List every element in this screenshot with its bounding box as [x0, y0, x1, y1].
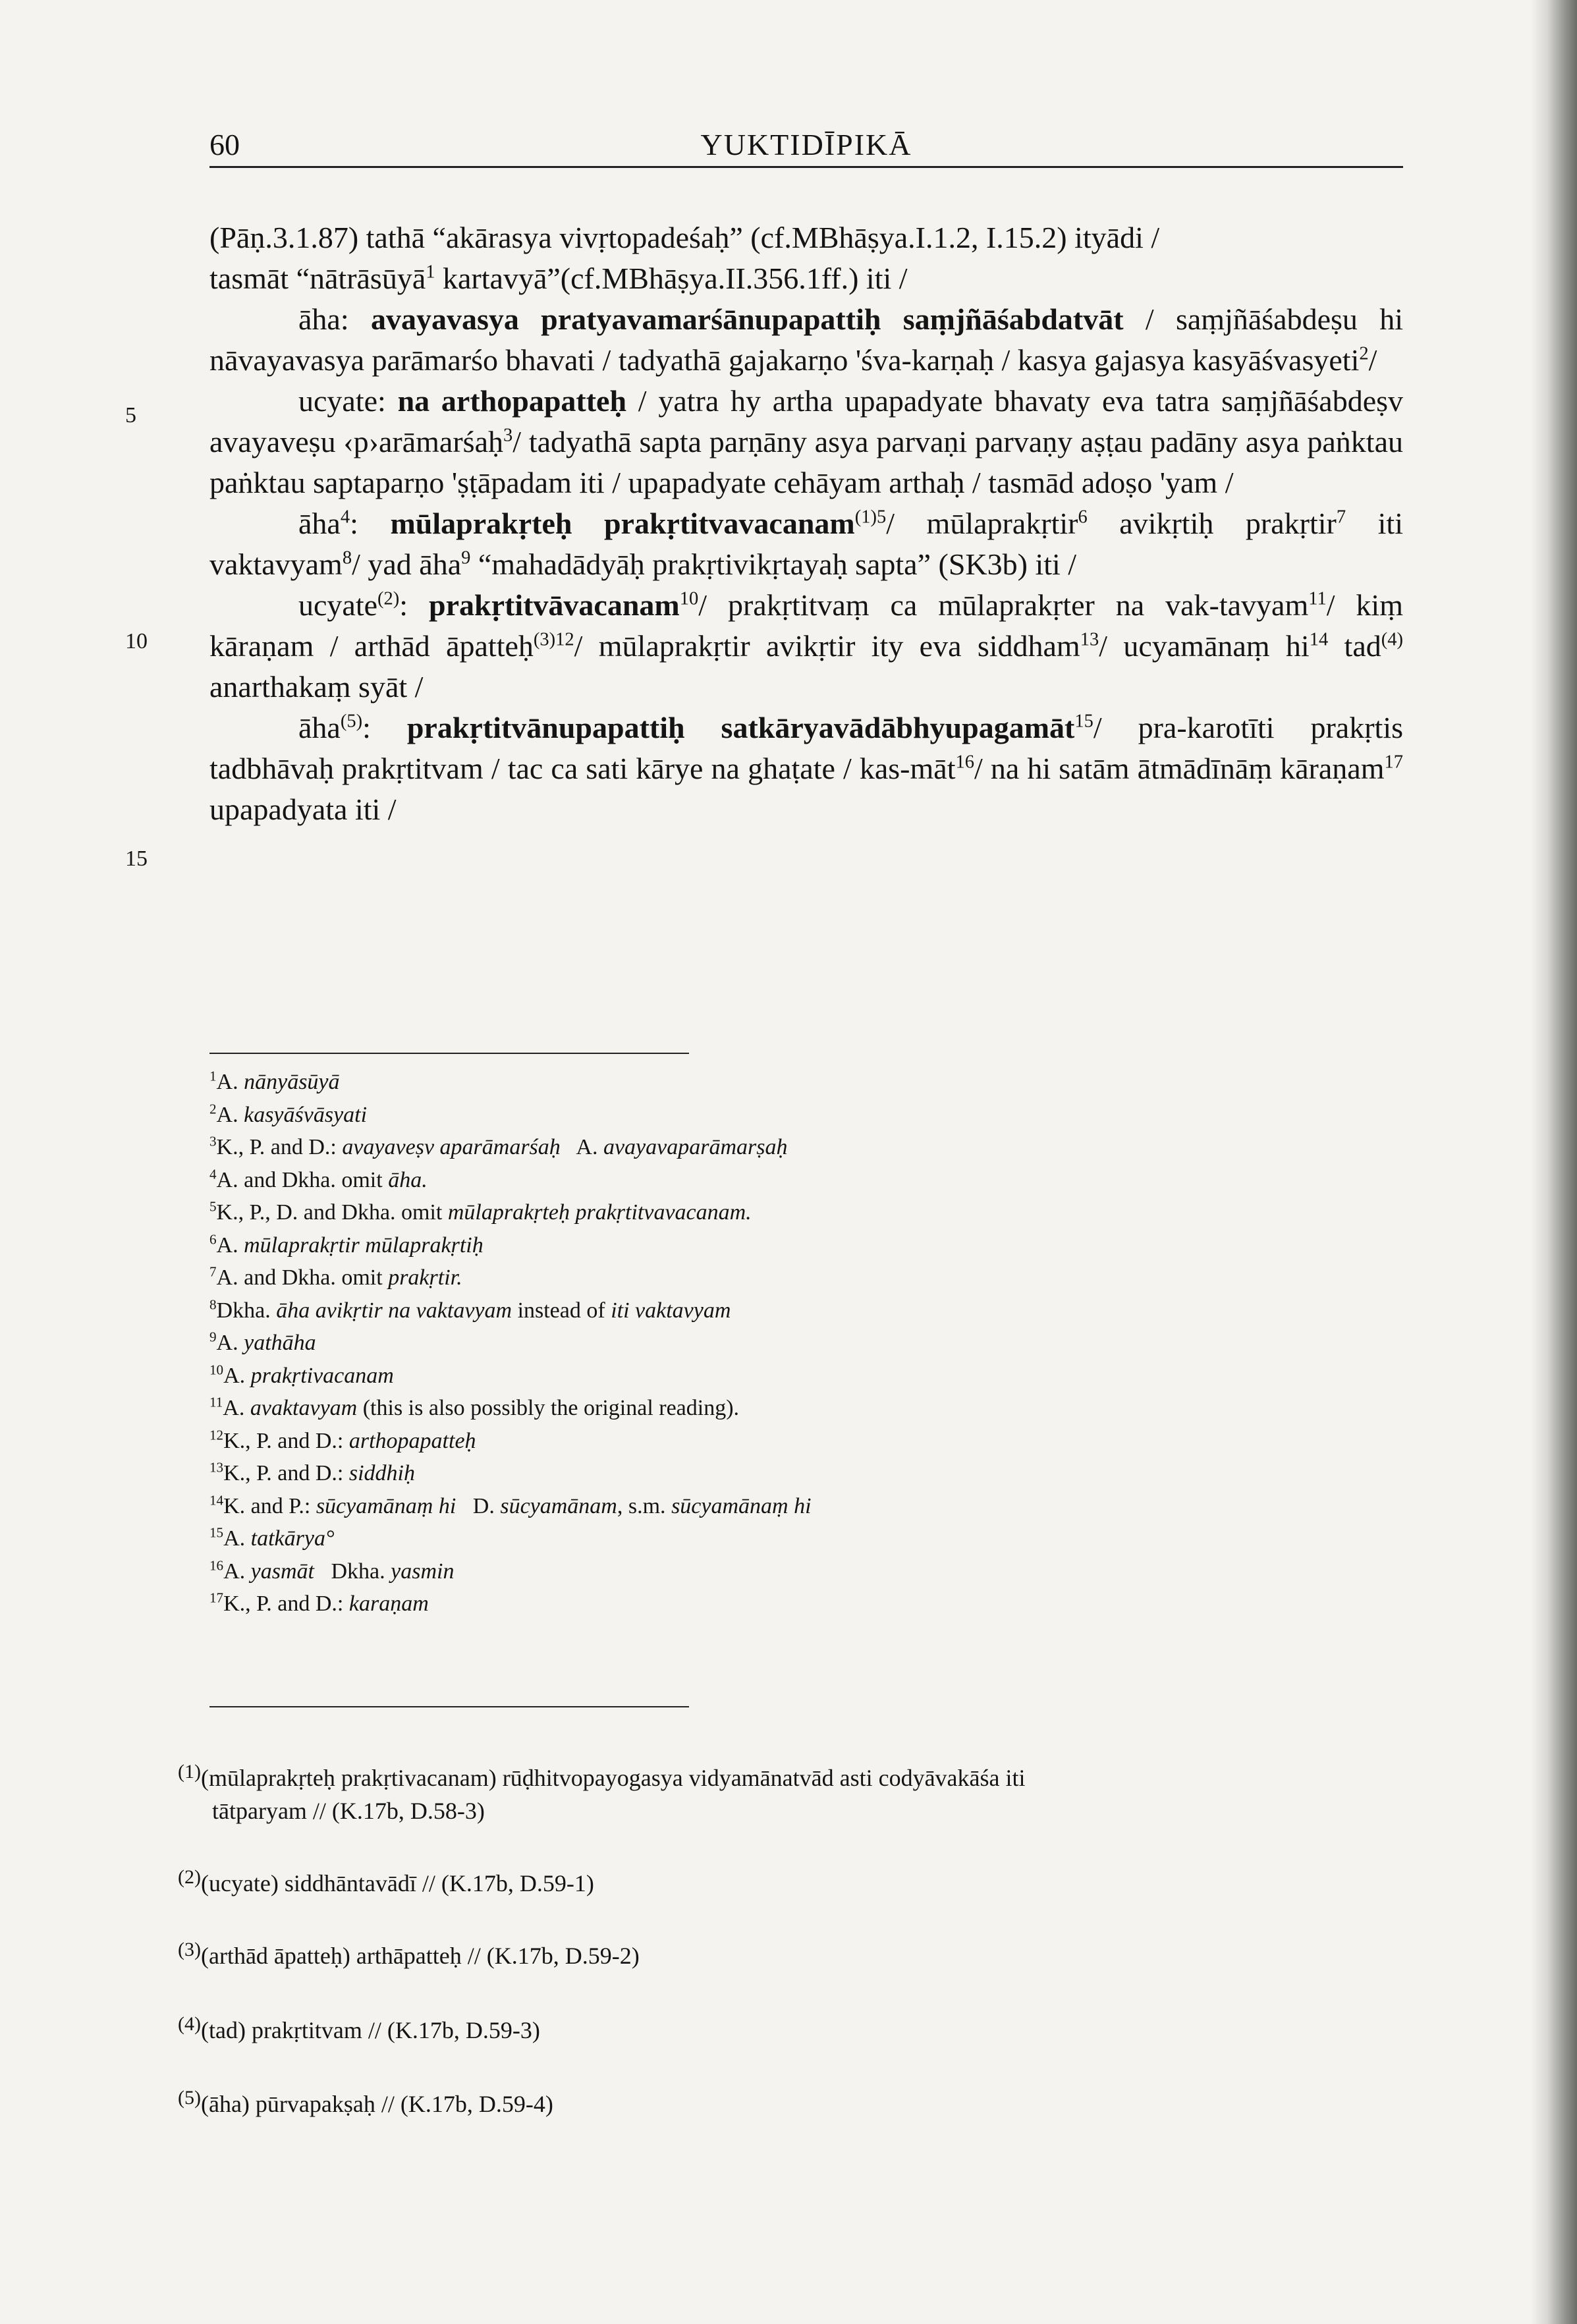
variant-reading: avaktavyam: [250, 1396, 358, 1420]
lemma: prakṛtitvāvacanam: [429, 588, 680, 622]
footnote-number: 12: [209, 1427, 224, 1443]
variant-reading: kasyāśvāsyati: [244, 1102, 368, 1127]
line-number: 15: [125, 846, 148, 871]
commentary-number: (4): [178, 2013, 201, 2035]
footnote-ref: 3: [503, 425, 513, 446]
running-title: YUKTIDĪPIKĀ: [700, 128, 912, 161]
footnote-ref: 15: [1074, 711, 1093, 732]
footnote-text: A.: [216, 1232, 244, 1258]
variant-reading: āha avikṛtir na vaktavyam: [276, 1298, 512, 1323]
footnote: [209, 1164, 1403, 1197]
footnote-ref: (4): [1381, 629, 1404, 650]
line-number: 10: [125, 629, 148, 653]
footnote: [209, 1360, 1403, 1393]
footnote-ref: 7: [1336, 507, 1346, 528]
footnote-ref: (1)5: [854, 507, 887, 528]
variant-reading: siddhiḥ: [348, 1461, 415, 1485]
commentary-note: [178, 1756, 1403, 1827]
footnote-number: 13: [209, 1459, 224, 1476]
commentary-text: (ucyate) siddhāntavādī // (K.17b, D.59-1): [200, 1870, 594, 1896]
footnote-text: K., P. and D.:: [216, 1135, 343, 1159]
commentary-number: (5): [178, 2087, 201, 2109]
paragraph: āha$^{(5)}$: prakṛtitvānupapattiḥ satkāryavādābhyupagamāt$^{15}$/ pra-karotīti prakṛtis tadbhāvaḥ prakṛtitvam / tac ca sati kārye na ghaṭate / kas-māt$^{16}$/ na hi satām ātmādīnāṃ kāraṇam$^{17}$ upapadyata iti /: [209, 711, 1403, 826]
variant-reading: karaṇam: [348, 1591, 429, 1616]
footnote-number: 1: [209, 1068, 217, 1084]
footnote-number: 17: [209, 1590, 224, 1606]
paragraph: āha$^4$: mūlaprakṛteḥ prakṛtitvavacanam$^{(1)5}$/ mūlaprakṛtir$^6$ avikṛtiḥ prakṛtir$^7$ iti vaktavyam$^8$/ yad āha$^9$ “mahadādyāḥ prakṛtivikṛtayaḥ sapta” (SK3b) iti /: [209, 507, 1403, 581]
commentary-text: (mūlaprakṛteḥ prakṛtivacanam) rūḍhitvopayogasya vidyamānatvād asti codyāvakāśa iti: [200, 1765, 1026, 1791]
variant-reading: sūcyamānaṃ hi: [316, 1493, 456, 1518]
footnote-ref: (2): [377, 588, 400, 609]
variant-reading: arthopapatteḥ: [348, 1428, 476, 1453]
variant-reading: avayaveṣv aparāmarśaḥ: [342, 1135, 561, 1159]
footnote-number: 6: [209, 1231, 217, 1248]
footnote-ref: 6: [1078, 507, 1088, 528]
footnote-text: instead of: [512, 1298, 611, 1323]
footnote: [209, 1490, 1403, 1523]
footnote: [209, 1066, 1403, 1099]
footnote: [209, 1327, 1403, 1360]
footnote: [209, 1229, 1403, 1262]
footnote-ref: 11: [1308, 588, 1327, 609]
variant-reading: yasmin: [391, 1559, 455, 1584]
footnote-text: K., P., D. and Dkha. omit: [216, 1200, 448, 1225]
footnote-number: 4: [209, 1166, 217, 1182]
footnote-text: K., P. and D.:: [223, 1591, 349, 1616]
footnote-text: A.: [223, 1526, 251, 1551]
footnote-text: A. and Dkha. omit: [216, 1265, 389, 1290]
commentary-number: (2): [178, 1866, 201, 1888]
footnote-ref: 13: [1080, 629, 1099, 650]
commentary-divider: [209, 1706, 689, 1707]
footnote-number: 8: [209, 1296, 217, 1313]
paragraph: āha: avayavasya pratyavamarśānupapattiḥ saṃjñāśabdatvāt / saṃjñāśabdeṣu hi nāvayavasya parāmarśo bhavati / tadyathā gajakarṇo 'śva-karṇaḥ / kasya gajasya kasyāśvasyeti$^2$/: [209, 302, 1404, 377]
lemma: mūlaprakṛteḥ prakṛtitvavacanam: [390, 507, 855, 540]
running-header: [209, 125, 1403, 168]
paragraph: (Pāṇ.3.1.87) tathā “akārasya vivṛtopadeśaḥ” (cf.MBhāṣya.I.1.2, I.15.2) ityādi / tasmāt “nātrāsūyā$^1$ kartavyā”(cf.MBhāṣya.II.356.1ff.) iti /: [209, 221, 1160, 295]
footnote: [209, 1588, 1403, 1620]
lemma: na arthopapatteḥ: [397, 384, 627, 418]
footnote-number: 5: [209, 1198, 217, 1215]
footnote-text: K., P. and D.:: [223, 1461, 349, 1485]
footnote-number: 16: [209, 1557, 224, 1574]
variant-reading: sūcyamānam: [500, 1493, 617, 1518]
variant-reading: yasmāt: [250, 1559, 314, 1584]
footnote-divider: [209, 1053, 689, 1054]
paragraph: ucyate$^{(2)}$: prakṛtitvāvacanam$^{10}$/ prakṛtitvaṃ ca mūlaprakṛter na vak-tavyam$^{11}$/ kiṃ kāraṇam / arthād āpatteḥ$^{(3)12}$/ mūlaprakṛtir avikṛtir ity eva siddham$^{13}$/ ucyamānaṃ $hi^{14}$ tad$^{(4)}$ anarthakaṃ syāt /: [209, 588, 1404, 704]
variant-reading: āha.: [388, 1167, 428, 1192]
variant-reading: mūlaprakṛtir mūlaprakṛtiḥ: [244, 1232, 484, 1258]
commentary-text: (āha) pūrvapakṣaḥ // (K.17b, D.59-4): [200, 2091, 553, 2117]
book-spine-shadow: [1531, 0, 1577, 2324]
footnote-text: , s.m.: [617, 1493, 672, 1518]
footnote-ref: 4: [340, 507, 350, 528]
commentary-text: (tad) prakṛtitvam // (K.17b, D.59-3): [200, 2017, 540, 2043]
commentary-number: (1): [178, 1761, 201, 1783]
footnote-text: A.: [216, 1331, 244, 1355]
lemma: prakṛtitvānupapattiḥ satkāryavādābhyupagamāt: [406, 711, 1075, 744]
lemma: avayavasya pratyavamarśānupapattiḥ saṃjñāśabdatvāt: [370, 302, 1124, 336]
footnote-text: D.: [456, 1493, 501, 1518]
footnote-text: A. and Dkha. omit: [216, 1167, 389, 1192]
footnote-number: 9: [209, 1329, 217, 1345]
footnote-text: A.: [216, 1102, 244, 1127]
variant-reading: prakṛtivacanam: [250, 1363, 394, 1388]
footnote: [209, 1457, 1403, 1490]
critical-apparatus: [209, 1066, 1403, 1620]
commentary-text: (arthād āpatteḥ) arthāpatteḥ // (K.17b, D.59-2): [200, 1943, 640, 1969]
footnote-ref: 10: [679, 588, 699, 609]
page-number: 60: [209, 128, 240, 161]
footnote-text: (this is also possibly the original reading).: [357, 1396, 740, 1420]
footnote-text: K., P. and D.:: [223, 1428, 349, 1453]
footnote-ref: 17: [1384, 752, 1403, 773]
footnote-number: 2: [209, 1101, 217, 1117]
variant-reading: nānyāsūyā: [244, 1070, 340, 1094]
footnote-text: K. and P.:: [223, 1493, 316, 1518]
footnote-text: A.: [560, 1135, 603, 1159]
footnote-text: Dkha.: [216, 1298, 277, 1323]
footnote-text: A.: [223, 1559, 251, 1584]
variant-reading: avayavaparāmarṣaḥ: [603, 1135, 788, 1159]
line-number: 5: [125, 403, 136, 428]
variant-reading: iti vaktavyam: [611, 1298, 731, 1323]
footnote: [209, 1099, 1403, 1132]
commentary-text: tātparyam // (K.17b, D.58-3): [212, 1798, 485, 1824]
footnote-ref: 14: [1309, 629, 1329, 650]
footnote: [209, 1196, 1403, 1229]
footnote-number: 11: [209, 1394, 223, 1410]
footnote: [209, 1294, 1403, 1327]
footnote: [209, 1555, 1403, 1588]
footnote-ref: 16: [955, 752, 974, 773]
footnote-number: 14: [209, 1492, 224, 1508]
footnote-text: A.: [223, 1396, 250, 1420]
commentary-note: [178, 2082, 1403, 2120]
commentary-note: [178, 2008, 1403, 2047]
variant-reading: mūlaprakṛteḥ prakṛtitvavacanam.: [447, 1200, 752, 1225]
variant-reading: yathāha: [244, 1331, 316, 1355]
footnote-text: A.: [223, 1363, 251, 1388]
footnote: [209, 1392, 1403, 1425]
footnote-ref: (3)12: [533, 629, 574, 650]
footnote-text: Dkha.: [314, 1559, 391, 1584]
variant-reading: tatkārya°: [250, 1526, 335, 1551]
footnote: [209, 1261, 1403, 1294]
footnote: [209, 1425, 1403, 1458]
variant-reading: sūcyamānaṃ hi: [671, 1493, 812, 1518]
footnote-number: 7: [209, 1263, 217, 1280]
commentary-note: [178, 1861, 1403, 1900]
footnote-ref: 8: [342, 547, 352, 568]
variant-reading: prakṛtir.: [388, 1265, 462, 1290]
footnote-ref: 2: [1359, 343, 1369, 364]
footnote-number: 15: [209, 1524, 224, 1541]
footnote-ref: (5): [340, 711, 363, 732]
footnote: [209, 1131, 1403, 1164]
footnote-number: 3: [209, 1133, 217, 1149]
footnote-number: 10: [209, 1362, 224, 1378]
main-text: [209, 217, 1403, 830]
footnote-ref: 9: [461, 547, 471, 568]
paragraph: ucyate: na arthopapatteḥ / yatra hy artha upapadyate bhavaty eva tatra saṃjñāśabdeṣv avayaveṣu ‹p›arāmarśaḥ$^3$/ tadyathā sapta parṇāny asya parvaṇi parvaṇy aṣṭau padāny asya paṅktau paṅktau saptaparṇo 'ṣṭāpadam iti / upapadyate cehāyam arthaḥ / tasmād adoṣo 'yam /: [209, 384, 1404, 499]
commentary-note: [178, 1933, 1403, 1972]
footnote: [209, 1522, 1403, 1555]
footnote-ref: 1: [426, 262, 435, 283]
commentary-number: (3): [178, 1939, 201, 1960]
footnote-text: A.: [216, 1070, 244, 1094]
